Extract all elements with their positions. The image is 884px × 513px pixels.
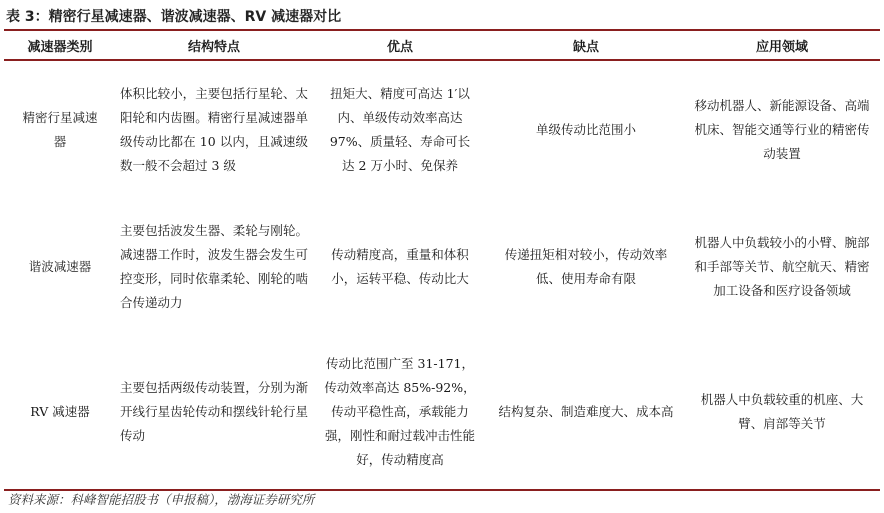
- cell-advantages: 扭矩大、精度可高达 1′以内、单级传动效率高达 97%、质量轻、寿命可长达 2 万小时、免保养: [329, 86, 471, 173]
- cell-applications: 移动机器人、新能源设备、高端机床、智能交通等行业的精密传动装置: [694, 98, 870, 161]
- cell-applications: 机器人中负载较重的机座、大臂、肩部等关节: [684, 335, 880, 490]
- cell-structure: 体积比较小，主要包括行星轮、太阳轮和内齿圈。精密行星减速器单级传动比都在 10 以内，且减速级数一般不会超过 3 级: [120, 86, 308, 173]
- cell-advantages: 传动比范围广至 31-171，传动效率高达 85%-92%，传动平稳性高，承载能力强，刚性和耐过载冲击性能好，传动精度高: [312, 335, 488, 490]
- cell-applications: 机器人中负载较小的小臂、腕部和手部等关节、航空航天、精密加工设备和医疗设备领域: [694, 235, 870, 298]
- cell-type: 谐波减速器: [28, 259, 92, 274]
- cell-type: 精密行星减速器: [22, 110, 98, 149]
- header-disadvantages: 缺点: [488, 30, 684, 60]
- header-applications: 应用领域: [684, 30, 880, 60]
- cell-type: RV 减速器: [4, 335, 116, 490]
- header-advantages: 优点: [312, 30, 488, 60]
- cell-structure: 主要包括两级传动装置，分别为渐开线行星齿轮传动和摆线针轮行星传动: [116, 335, 312, 490]
- cell-disadvantages: 传递扭矩相对较小，传动效率低、使用寿命有限: [504, 247, 668, 286]
- header-type: 减速器类别: [4, 30, 116, 60]
- cell-disadvantages: 单级传动比范围小: [535, 122, 636, 137]
- table-header-row: [4, 30, 880, 60]
- table-row: [4, 60, 880, 199]
- source-note: 资料来源：科峰智能招股书（申报稿），渤海证券研究所: [8, 492, 315, 507]
- comparison-table: [4, 29, 880, 491]
- cell-structure: 主要包括波发生器、柔轮与刚轮。减速器工作时，波发生器会发生可控变形，同时依靠柔轮、刚轮的啮合传递动力: [120, 223, 308, 310]
- table-row: [4, 335, 880, 490]
- header-structure: 结构特点: [116, 30, 312, 60]
- cell-disadvantages: 结构复杂、制造难度大、成本高: [488, 335, 684, 490]
- table-row: [4, 199, 880, 335]
- cell-advantages: 传动精度高，重量和体积小，运转平稳、传动比大: [331, 247, 469, 286]
- table-title: 表 3：精密行星减速器、谐波减速器、RV 减速器对比: [6, 9, 342, 25]
